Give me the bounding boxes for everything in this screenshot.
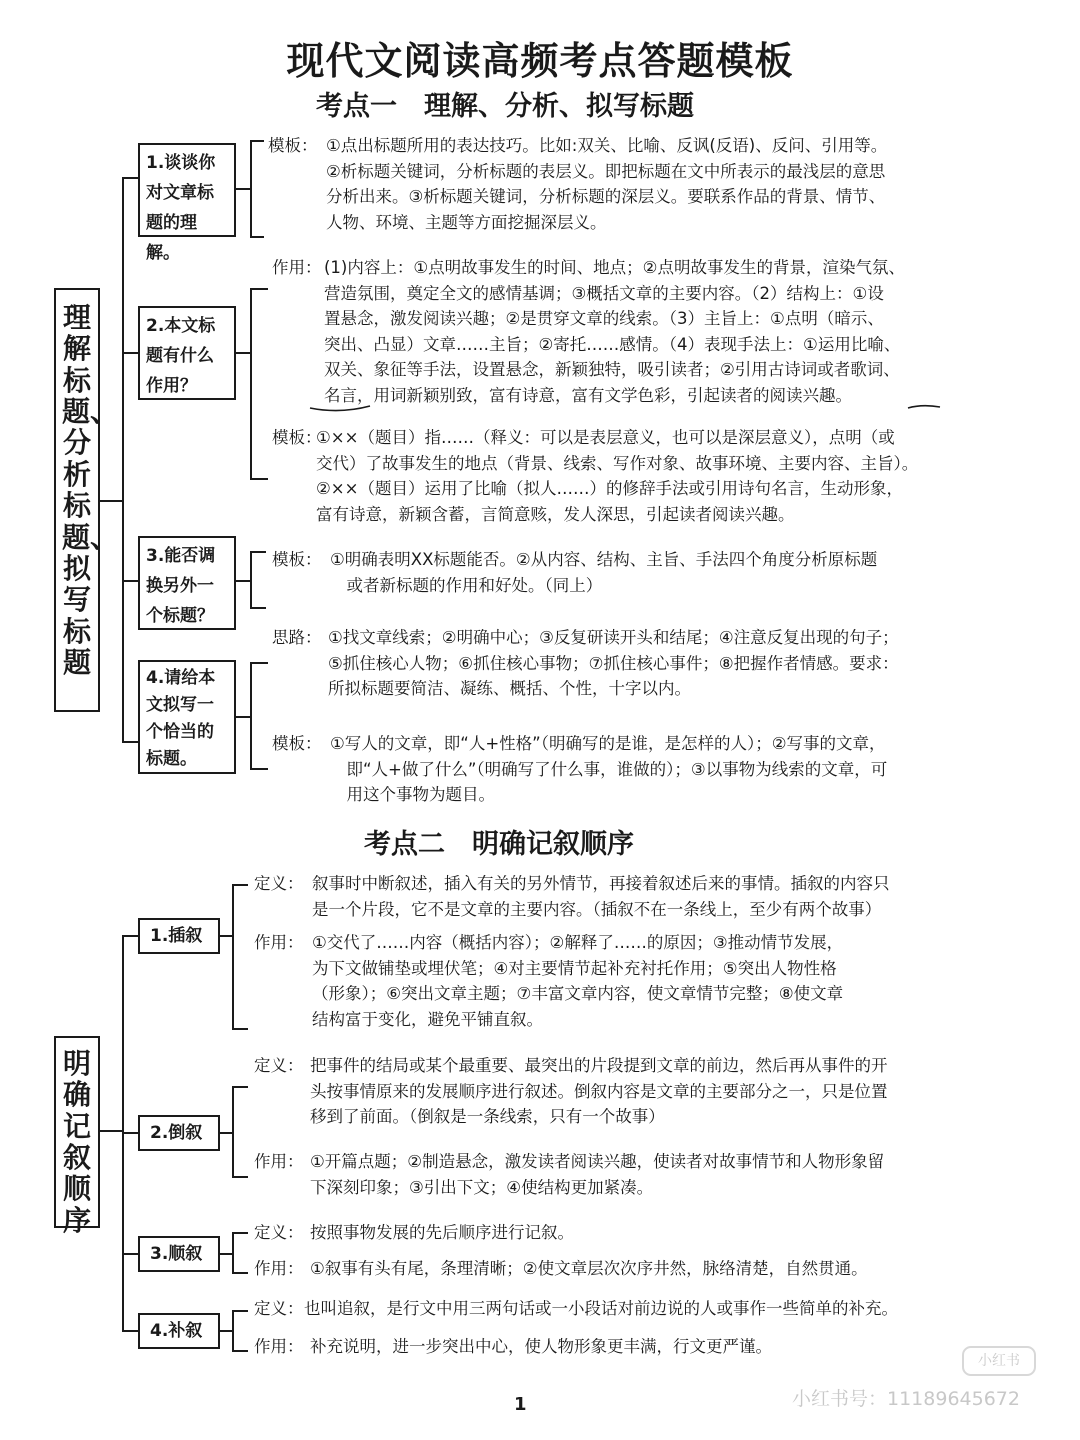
effect-label: 作用： [254,933,304,952]
sequential-effect: 作用： ①叙事有头有尾，条理清晰；②使文章层次次序井然，脉络清楚，自然贯通。 [254,1256,868,1282]
question-2-box: 2.本文标 题有什么 作用？ [138,306,236,400]
question-4-box: 4.请给本 文拟写一 个恰当的 标题。 [138,660,236,774]
flashback-narration-box: 2.倒叙 [138,1115,220,1151]
handwritten-underline-mark [300,398,960,416]
q2-effect: 作用： (1)内容上：①点明故事发生的时间、地点；②点明故事发生的背景，渲染气氛、 营造氛围，奠定全文的感情基调；③概括文章的主要内容。（2）结构上：①设 置悬念，激发阅读兴趣；②是贯穿文章的线索。（3）主旨上：①点明（暗示、 突出、凸显）文章……主旨；②寄托……感情。（4）表现手法上：①运用比喻、 双关、象征等手法，设置悬念，新颖独特，吸引读者；②引用古诗词或者歌词、 名言，用词新颖别致，富有诗意，富有文学色彩，引起读者的阅读兴趣。 [272,255,905,408]
question-3-box: 3.能否调 换另外一 个标题？ [138,536,236,630]
q2-template: 模板： ①××（题目）指……（释义：可以是表层意义，也可以是深层意义），点明（或 交代）了故事发生的地点（背景、线索、写作对象、故事环境、主要内容、主旨）。 ②××（题目）运用了比喻（拟人……）的修辞手法或引用诗句名言，生动形象， 富有诗意，新颖含蓄，言简意赅，发人深思，引起读者阅读兴趣。 [272,425,918,527]
insert-definition: 定义： 叙事时中断叙述，插入有关的另外情节，再接着叙述后来的事情。插叙的内容只 是一个片段，它不是文章的主要内容。（插叙不在一条线上，至少有两个故事） [254,871,890,922]
template-label: 模板： [268,136,318,155]
effect-label: 作用： [254,1259,304,1278]
definition-label: 定义： [254,1223,304,1242]
flashback-effect: 作用： ①开篇点题；②制造悬念，激发读者阅读兴趣，使读者对故事情节和人物形象留 下深刻印象；③引出下文；④使结构更加紧凑。 [254,1149,884,1200]
sequential-narration-box: 3.顺叙 [138,1236,220,1272]
q1-template: 模板： ①点出标题所用的表达技巧。比如:双关、比喻、反讽(反语)、反问、引用等。 ②析标题关键词，分析标题的表层义。即把标题在文中所表示的最浅层的意思 分析出来。③析标题关键词，分析标题的深层义。要联系作品的背景、情节、 人物、环境、主题等方面挖掘深层义。 [268,133,887,235]
insert-narration-box: 1.插叙 [138,918,220,954]
page-number: 1 [514,1394,527,1415]
supplement-narration-box: 4.补叙 [138,1313,220,1349]
page-title: 现代文阅读高频考点答题模板 [286,38,794,83]
supplement-effect: 作用： 补充说明，进一步突出中心，使人物形象更丰满，行文更严谨。 [254,1334,772,1360]
section-2-side-label: 明确记叙顺序 [54,1036,100,1228]
effect-label: 作用： [272,258,322,277]
flashback-definition: 定义： 把事件的结局或某个最重要、最突出的片段提到文章的前边，然后再从事件的开 头按事情原来的发展顺序进行叙述。倒叙内容是文章的主要部分之一，只是位置 移到了前面。（倒叙是一条线索，只有一个故事） [254,1053,888,1130]
template-label: 模板： [272,428,322,447]
definition-label: 定义： [254,1056,304,1075]
definition-label: 定义： [254,874,304,893]
section-2-heading: 考点二 明确记叙顺序 [364,829,634,860]
q4-idea: 思路： ①找文章线索；②明确中心；③反复研读开头和结尾；④注意反复出现的句子； ⑤抓住核心人物；⑥抓住核心事物；⑦抓住核心事件；⑧把握作者情感。要求： 所拟标题要简洁、凝练、概括、个性，十字以内。 [272,625,899,702]
q4-template: 模板： ①写人的文章，即“人+性格”（明确写的是谁，是怎样的人）；②写事的文章， 即“人+做了什么”（明确写了什么事，谁做的）；③以事物为线索的文章，可 用这个事物为题目。 [272,731,887,808]
q3-template: 模板： ①明确表明XX标题能否。②从内容、结构、主旨、手法四个角度分析原标题 或者新标题的作用和好处。（同上） [272,547,877,598]
template-label: 模板： [272,734,322,753]
insert-effect: 作用： ①交代了……内容（概括内容）；②解释了……的原因；③推动情节发展， 为下文做铺垫或埋伏笔；④对主要情节起补充衬托作用；⑤突出人物性格 （形象）；⑥突出文章主题；⑦丰富文章内容，使文章情节完整；⑧使文章 结构富于变化，避免平铺直叙。 [254,930,843,1032]
idea-label: 思路： [272,628,322,647]
question-1-box: 1.谈谈你 对文章标 题的理解。 [138,143,236,237]
watermark-logo: 小红书 [962,1346,1036,1376]
definition-label: 定义： [254,1299,304,1318]
watermark-account: 小红书号：11189645672 [792,1388,1020,1410]
effect-label: 作用： [254,1337,304,1356]
section-1-side-label: 理解标题、分析标题、拟写标题 [54,288,100,712]
supplement-definition: 定义： 也叫追叙，是行文中用三两句话或一小段话对前边说的人或事作一些简单的补充。 [254,1296,898,1322]
effect-label: 作用： [254,1152,304,1171]
sequential-definition: 定义： 按照事物发展的先后顺序进行记叙。 [254,1220,574,1246]
template-label: 模板： [272,550,322,569]
section-1-heading: 考点一 理解、分析、拟写标题 [316,91,694,122]
